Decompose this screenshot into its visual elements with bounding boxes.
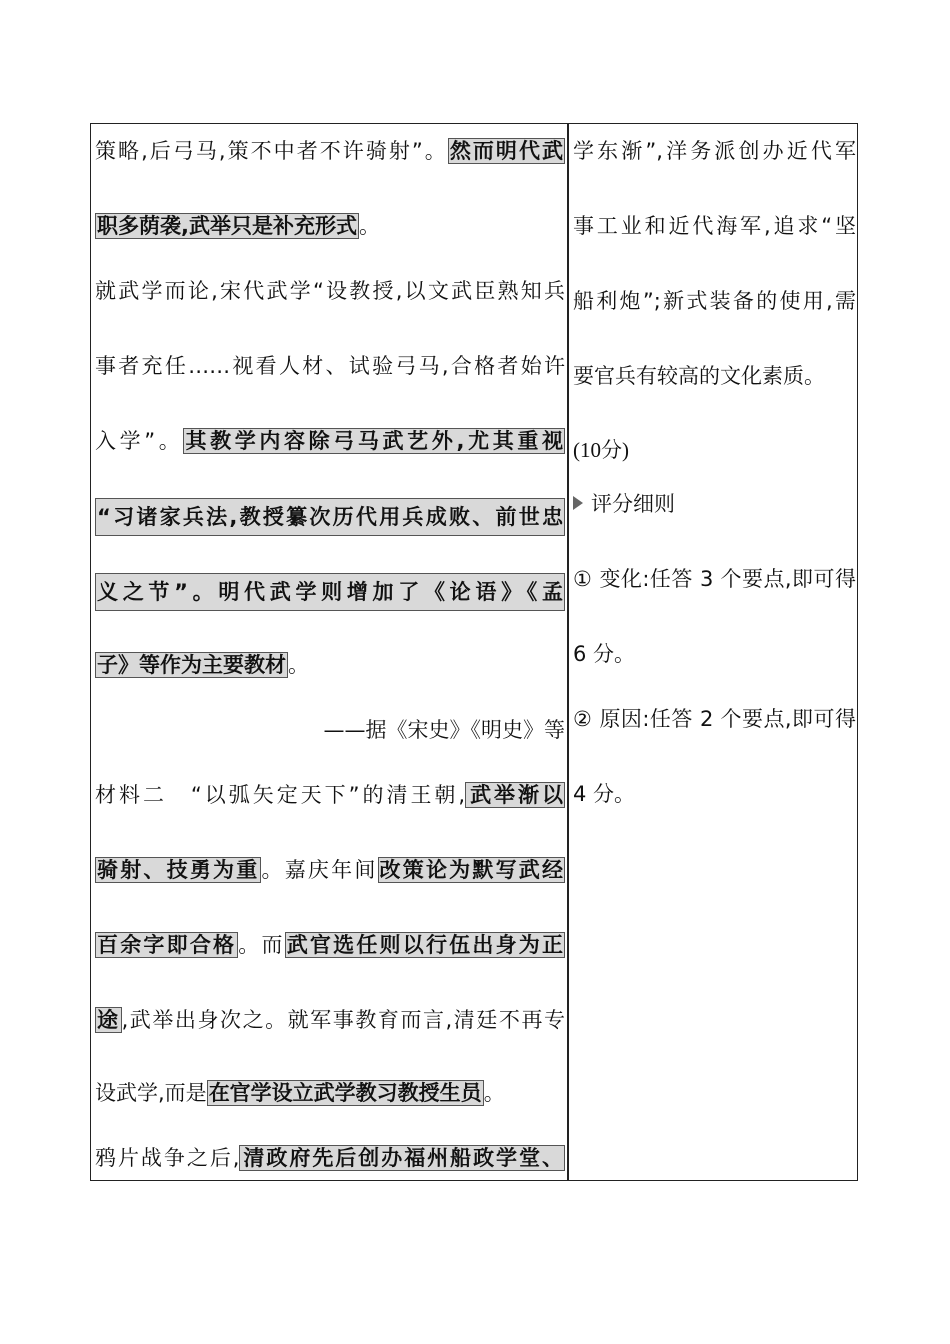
text-line: 就武学而论,宋代武学“设教授,以文武臣熟知兵 [95,279,565,303]
triangle-marker-icon [573,496,583,510]
scoring-rules-heading [573,486,856,522]
text-line: 要官兵有较高的文化素质。 [573,364,825,388]
key-point-highlight: 途 [97,1008,120,1032]
text-span: 材料二 “以弧矢定天下”的清王朝, [95,783,466,807]
text-line [95,647,565,683]
text-line [95,423,565,459]
source-citation: ——据《宋史》《明史》等 [323,718,565,742]
text-span: 。 [483,1081,505,1105]
key-point-highlight: 然而明代武 [449,139,564,163]
key-point-highlight: “习诸家兵法,教授纂次历代用兵成败、前世忠 [95,498,565,536]
key-point-highlight: 武官选任则以行伍出身为正 [286,933,564,957]
scoring-rule-2: ② 原因:任答 2 个要点,即可得 [573,707,856,731]
text-span: ,武举出身次之。就军事教育而言,清廷不再专 [121,1008,565,1032]
text-line: 船利炮”;新式装备的使用,需 [573,289,856,313]
text-span: 。 [358,214,380,238]
text-line [95,1002,565,1038]
key-point-highlight: 义之节”。明代武学则增加了《论语》《孟 [95,573,565,611]
score-total: (10分) [573,438,629,462]
text-line [95,133,565,169]
text-span: 设武学,而是 [95,1081,207,1105]
text-line [95,498,565,534]
text-line [95,927,565,963]
text-line: 学东渐”,洋务派创办近代军 [573,139,856,163]
text-span: 鸦片战争之后, [95,1146,240,1170]
key-point-highlight: 武举渐以 [467,783,564,807]
key-point-highlight: 子》等作为主要教材 [97,653,286,677]
key-point-highlight: 在官学设立武学教习教授生员 [208,1081,482,1105]
column-divider [567,123,569,1181]
text-line [95,208,565,244]
key-point-highlight: 职多荫袭,武举只是补充形式 [97,214,357,238]
key-point-highlight: 骑射、技勇为重 [97,858,260,882]
text-line [95,1140,565,1176]
key-point-highlight: 改策论为默写武经 [379,858,564,882]
scoring-rule-1: ① 变化:任答 3 个要点,即可得 [573,567,856,591]
scoring-rule-1-cont: 6 分。 [573,642,636,666]
text-span: 入学”。 [95,429,184,453]
text-span: 策略,后弓马,策不中者不许骑射”。 [95,139,448,163]
key-point-highlight: 其教学内容除弓马武艺外,尤其重视 [185,429,563,453]
text-line [95,852,565,888]
scoring-rule-2-cont: 4 分。 [573,782,636,806]
text-span: 。嘉庆年间 [261,858,378,882]
text-span: 。 [288,653,309,677]
text-line [95,777,565,813]
text-span: 。而 [238,933,285,957]
key-point-highlight: 百余字即合格 [97,933,237,957]
text-line: 事工业和近代海军,追求“坚 [573,214,856,238]
text-line: 事者充任……视看人材、试验弓马,合格者始许 [95,354,565,378]
key-point-highlight: 清政府先后创办福州船政学堂、 [241,1146,563,1170]
heading-label: 评分细则 [591,492,675,516]
text-line [95,573,565,609]
text-line [95,1075,565,1111]
